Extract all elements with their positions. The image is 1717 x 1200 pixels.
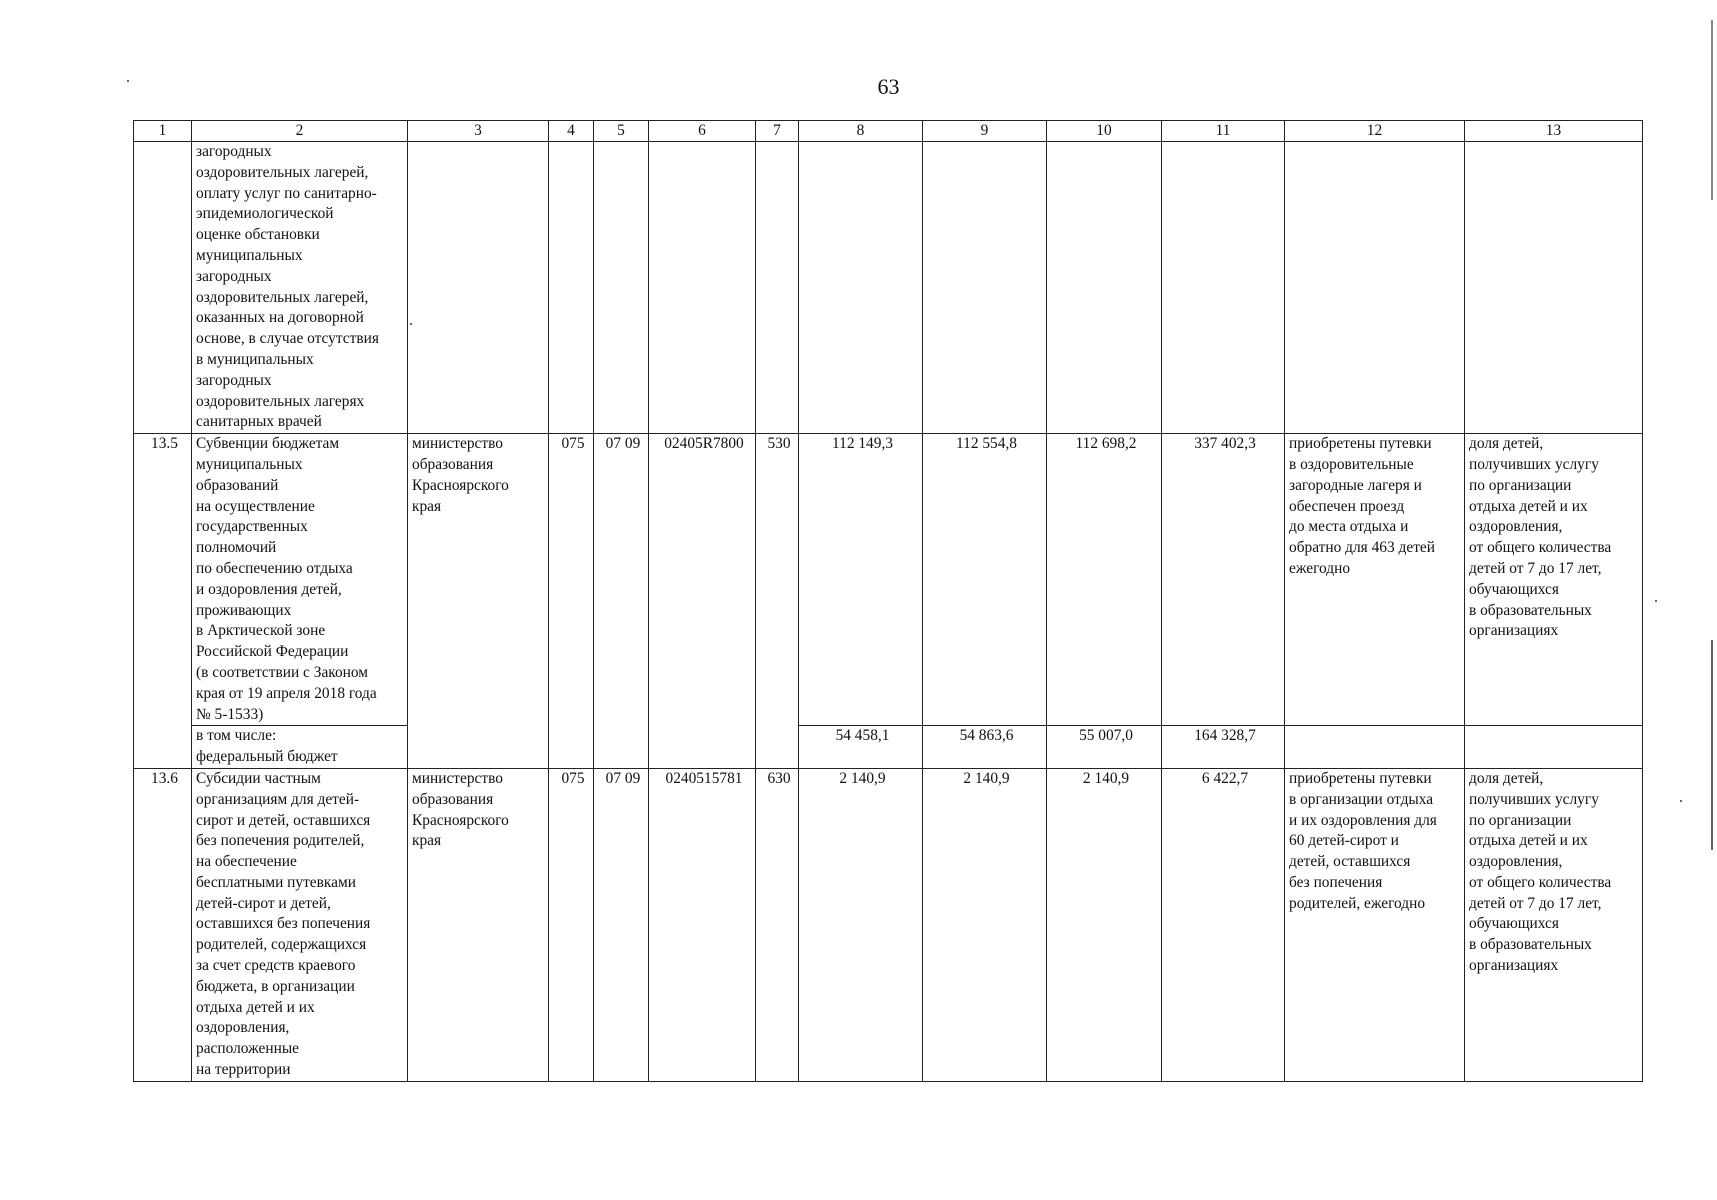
amount-total: 337 402,3: [1162, 434, 1285, 726]
expense-type-code: 530: [756, 434, 799, 769]
target-article-code: 02405R7800: [649, 434, 756, 769]
section-code: 07 09: [594, 434, 649, 769]
amount-year-1: 2 140,9: [799, 768, 923, 1081]
scan-speck: [1655, 600, 1657, 602]
column-number: 5: [594, 121, 649, 142]
section-code: 07 09: [594, 768, 649, 1081]
indicator-cell: доля детей, получивших услугу по организации отдыха детей и их оздоровления, от общего количества детей от 7 до 17 лет, обучающихся в образовательных организациях: [1465, 434, 1643, 726]
indicator-cell: доля детей, получивших услугу по организации отдыха детей и их оздоровления, от общего количества детей от 7 до 17 лет, обучающихся в образовательных организациях: [1465, 768, 1643, 1081]
table-row-continuation: [134, 142, 1643, 434]
target-article-code: 0240515781: [649, 768, 756, 1081]
column-number: 1: [134, 121, 192, 142]
amount-year-2: 2 140,9: [923, 768, 1047, 1081]
column-number: 7: [756, 121, 799, 142]
column-number: 4: [549, 121, 594, 142]
expected-result: приобретены путевки в оздоровительные загородные лагеря и обеспечен проезд до места отдыха и обратно для 463 детей ежегодно: [1285, 434, 1465, 726]
federal-amount-year-1: 54 458,1: [799, 726, 923, 769]
column-number: 9: [923, 121, 1047, 142]
row-description: Субсидии частным организациям для детей- сирот и детей, оставшихся без попечения родителей, на обеспечение бесплатными путевками детей-сирот и детей, оставшихся без попечения родителей, содержащихся за счет средств краевого бюджета, в организации отдыха детей и их оздоровления, расположенные на территории: [192, 768, 408, 1081]
row-description: Субвенции бюджетам муниципальных образований на осуществление государственных полномочий по обеспечению отдыха и оздоровления детей, проживающих в Арктической зоне Российской Федерации (в соответствии с Законом края от 19 апреля 2018 года № 5-1533): [192, 434, 408, 726]
amount-total: 6 422,7: [1162, 768, 1285, 1081]
scan-edge-mark: [1711, 20, 1713, 200]
table-row-federal-budget: [134, 726, 1643, 769]
column-number: 11: [1162, 121, 1285, 142]
scan-edge-mark: [1711, 640, 1713, 850]
column-number: 10: [1047, 121, 1162, 142]
column-number-row: [134, 121, 1643, 142]
federal-budget-label: в том числе: федеральный бюджет: [192, 726, 408, 769]
row-number: 13.5: [134, 434, 192, 769]
scan-speck: [410, 323, 412, 325]
expected-result: приобретены путевки в организации отдыха и их оздоровления для 60 детей-сирот и детей, оставшихся без попечения родителей, ежегодно: [1285, 768, 1465, 1081]
column-number: 2: [192, 121, 408, 142]
column-number: 13: [1465, 121, 1643, 142]
budget-table: [133, 120, 1643, 1082]
federal-amount-total: 164 328,7: [1162, 726, 1285, 769]
expense-type-code: 630: [756, 768, 799, 1081]
column-number: 6: [649, 121, 756, 142]
column-number: 8: [799, 121, 923, 142]
scan-speck: [127, 80, 129, 82]
executor-cell: министерство образования Красноярского края: [408, 434, 549, 769]
amount-year-3: 2 140,9: [1047, 768, 1162, 1081]
grbs-code: 075: [549, 434, 594, 769]
amount-year-1: 112 149,3: [799, 434, 923, 726]
continuation-description: загородных оздоровительных лагерей, оплату услуг по санитарно- эпидемиологической оценке обстановки муниципальных загородных оздоровительных лагерей, оказанных на договорной основе, в случае отсутствия в муниципальных загородных оздоровительных лагерях санитарных врачей: [192, 142, 408, 434]
table-row-13-5: [134, 434, 1643, 726]
executor-cell: министерство образования Красноярского края: [408, 768, 549, 1081]
amount-year-3: 112 698,2: [1047, 434, 1162, 726]
scan-speck: [1680, 800, 1682, 802]
table-row-13-6: [134, 768, 1643, 1081]
column-number: 3: [408, 121, 549, 142]
grbs-code: 075: [549, 768, 594, 1081]
federal-amount-year-2: 54 863,6: [923, 726, 1047, 769]
row-number-cell: [134, 142, 192, 434]
row-number: 13.6: [134, 768, 192, 1081]
amount-year-2: 112 554,8: [923, 434, 1047, 726]
column-number: 12: [1285, 121, 1465, 142]
page-number: 63: [877, 74, 900, 99]
federal-amount-year-3: 55 007,0: [1047, 726, 1162, 769]
